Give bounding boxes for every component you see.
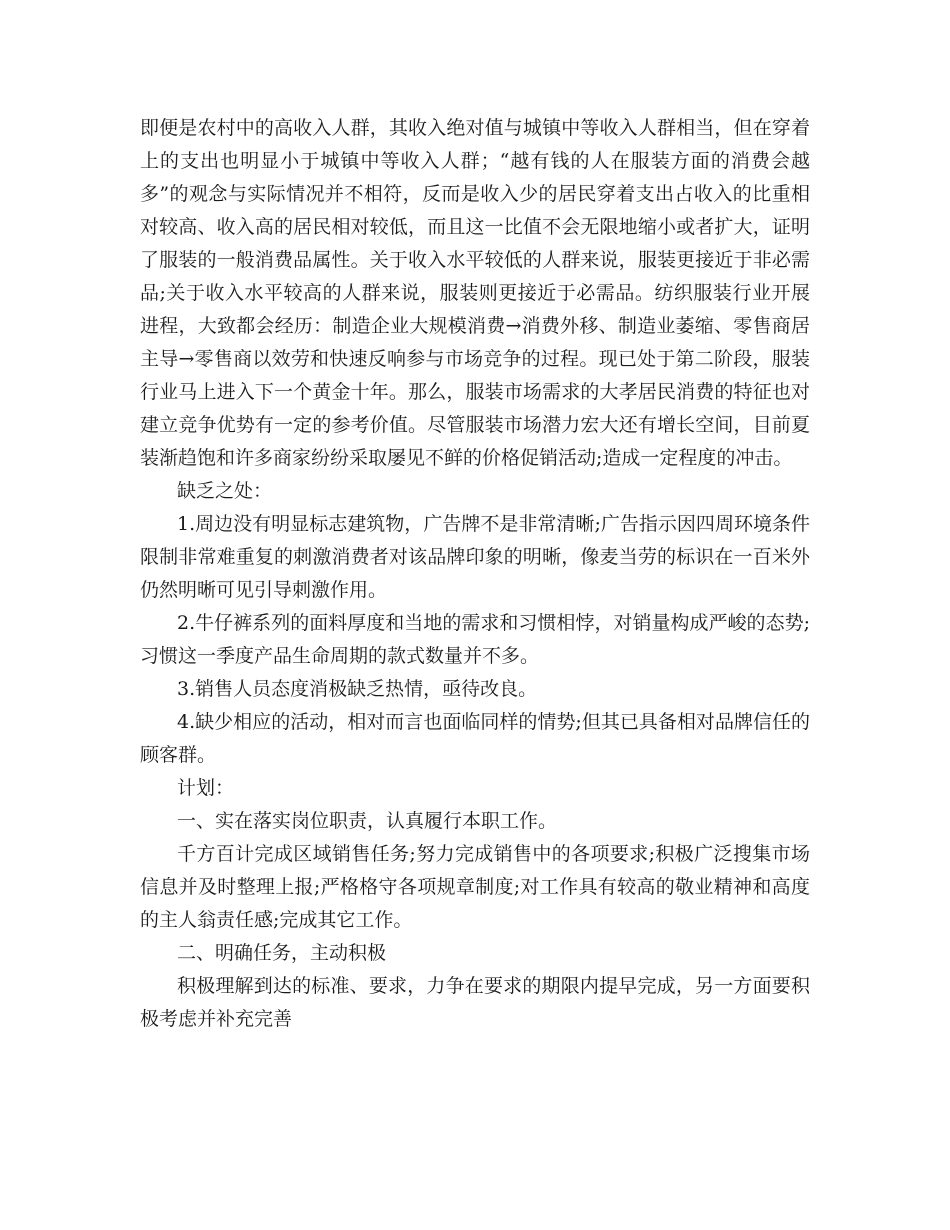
heading-plan: 计划： (177, 777, 235, 799)
plan-section-1-title: 一、实在落实岗位职责，认真履行本职工作。 (177, 810, 558, 832)
document-page (140, 112, 810, 1036)
plan-section-1-body: 千方百计完成区域销售任务;努力完成销售中的各项要求;积极广泛搜集市场信息并及时整理上报;严格格守各项规章制度;对工作具有较高的敬业精神和高度的主人翁责任感;完成其它工作。 (140, 843, 810, 931)
plan-section-2-body: 积极理解到达的标准、要求，力争在要求的期限内提早完成，另一方面要积极考虑并补充完善 (140, 975, 810, 1030)
paragraph-intro: 即便是农村中的高收入人群，其收入绝对值与城镇中等收入人群相当，但在穿着上的支出也明显小于城镇中等收入人群；“越有钱的人在服装方面的消费会越多”的观念与实际情况并不相符，反而是收入少的居民穿着支出占收入的比重相对较高、收入高的居民相对较低，而且这一比值不会无限地缩小或者扩大，证明了服装的一般消费品属性。关于收入水平较低的人群来说，服装更接近于非必需品;关于收入水平较高的人群来说，服装则更接近于必需品。纺织服装行业开展进程，大致都会经历：制造企业大规模消费→消费外移、制造业萎缩、零售商居主导→零售商以效劳和快速反响参与市场竞争的过程。现已处于第二阶段，服装行业马上进入下一个黄金十年。那么，服装市场需求的大孝居民消费的特征也对建立竞争优势有一定的参考价值。尽管服装市场潜力宏大还有增长空间，目前夏装渐趋饱和许多商家纷纷采取屡见不鲜的价格促销活动;造成一定程度的冲击。 (140, 117, 810, 469)
shortcoming-item-2: 2.牛仔裤系列的面料厚度和当地的需求和习惯相悖，对销量构成严峻的态势;习惯这一季度产品生命周期的款式数量并不多。 (140, 612, 810, 667)
plan-section-2-title: 二、明确任务，主动积极 (177, 942, 387, 964)
shortcoming-item-4: 4.缺少相应的活动，相对而言也面临同样的情势;但其已具备相对品牌信任的顾客群。 (140, 711, 810, 766)
shortcoming-item-3: 3.销售人员态度消极缺乏热情，亟待改良。 (177, 678, 538, 700)
heading-shortcomings: 缺乏之处： (177, 480, 273, 502)
shortcoming-item-1: 1.周边没有明显标志建筑物，广告牌不是非常清晰;广告指示因四周环境条件限制非常难重复的刺激消费者对该品牌印象的明晰，像麦当劳的标识在一百米外仍然明晰可见引导刺激作用。 (140, 513, 810, 601)
